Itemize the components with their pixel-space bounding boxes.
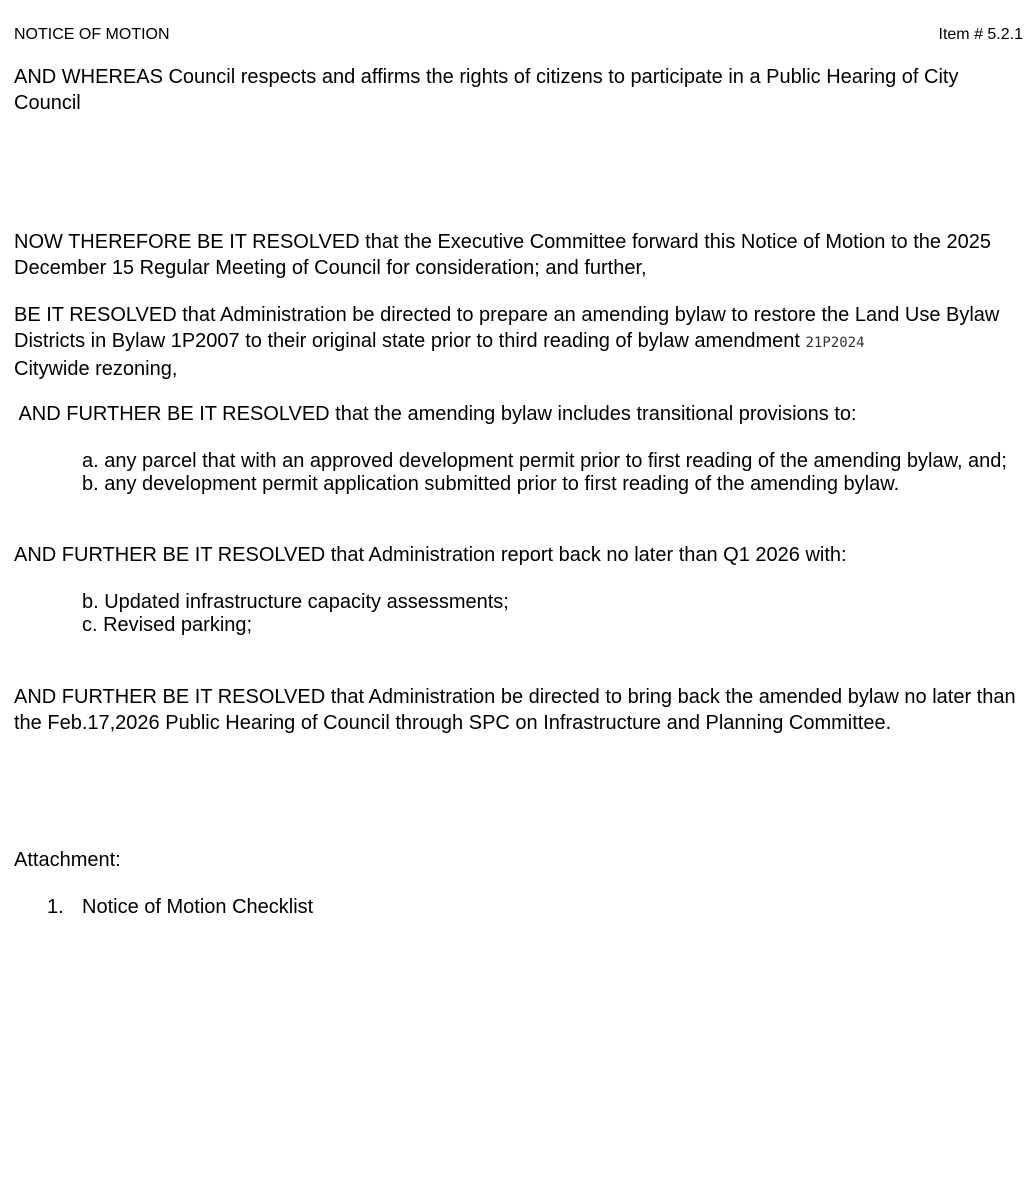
report-back-paragraph: AND FURTHER BE IT RESOLVED that Administration report back no later than Q1 2026 with: (14, 544, 847, 566)
attachment-label: Attachment: (14, 849, 121, 871)
document-header-title: NOTICE OF MOTION (14, 26, 170, 43)
transitional-provisions-list (82, 450, 1022, 496)
report-items-list (82, 591, 1022, 637)
resolved-amending-bylaw-paragraph (14, 302, 1026, 382)
list-item: c. Revised parking; (82, 614, 253, 636)
bring-back-paragraph: AND FURTHER BE IT RESOLVED that Administration be directed to bring back the amended bylaw no later than the Feb.17,2026 Public Hearing of Council through SPC on Infrastructure and Planning Committee. (14, 686, 1016, 734)
whereas-paragraph: AND WHEREAS Council respects and affirms the rights of citizens to participate in a Public Hearing of City Council (14, 66, 959, 114)
list-item: b. Updated infrastructure capacity assessments; (82, 591, 509, 613)
item-number: Item # 5.2.1 (938, 26, 1023, 43)
attachment-title: Notice of Motion Checklist (82, 896, 314, 918)
bylaw-reference: 21P2024 (805, 335, 865, 351)
transitional-provisions-paragraph: AND FURTHER BE IT RESOLVED that the amending bylaw includes transitional provisions to: (14, 403, 857, 425)
attachment-list-item (47, 894, 313, 920)
list-item: b. any development permit application submitted prior to first reading of the amending bylaw. (82, 473, 900, 495)
attachment-number: 1. (47, 896, 64, 918)
resolved-amending-bylaw-text: BE IT RESOLVED that Administration be directed to prepare an amending bylaw to restore the Land Use Bylaw Districts in Bylaw 1P2007 to their original state prior to third reading of bylaw amendment (14, 304, 1000, 352)
resolved-amending-bylaw-tail: Citywide rezoning, (14, 358, 178, 380)
list-item: a. any parcel that with an approved development permit prior to first reading of the amending bylaw, and; (82, 450, 1007, 472)
now-therefore-paragraph: NOW THEREFORE BE IT RESOLVED that the Executive Committee forward this Notice of Motion to the 2025 December 15 Regular Meeting of Council for consideration; and further, (14, 231, 992, 279)
